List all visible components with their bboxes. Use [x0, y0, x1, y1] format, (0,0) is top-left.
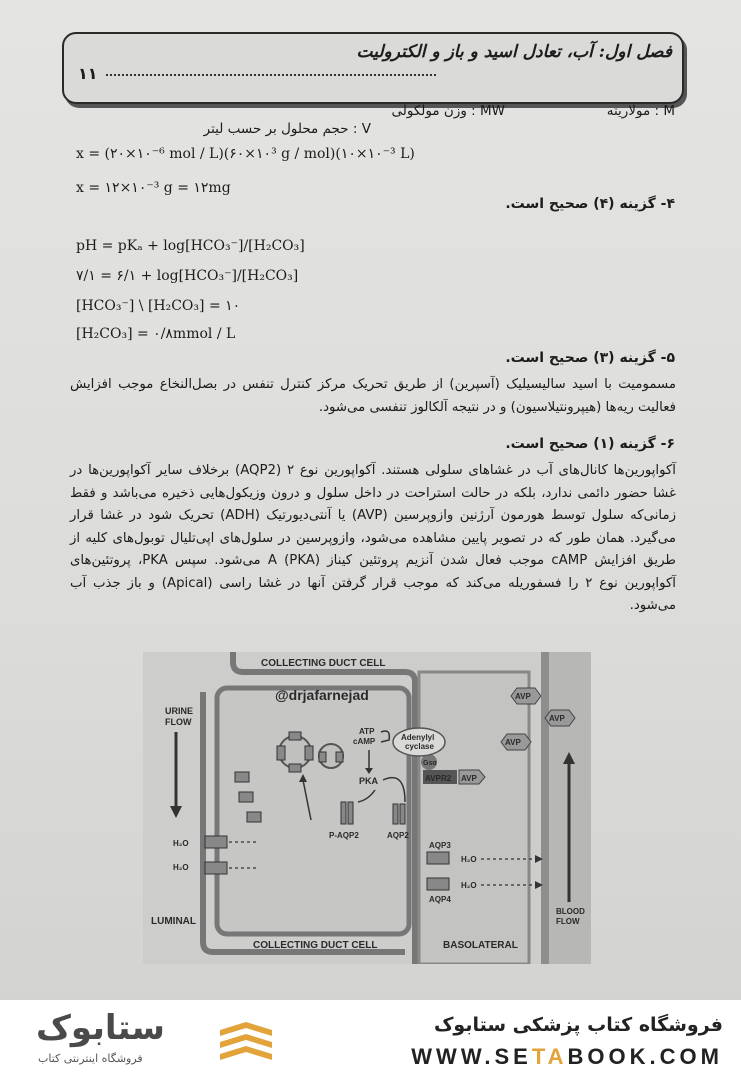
url-prefix: WWW.SE [411, 1044, 532, 1069]
collecting-duct-cell [217, 688, 409, 934]
q4-eq-2: ۷/۱ = ۶/۱ + log[HCO₃⁻]/[H₂CO₃] [76, 268, 299, 284]
luminal-label: LUMINAL [151, 916, 196, 927]
chapter-header [62, 32, 684, 104]
camp-label: cAMP [353, 737, 376, 746]
q6-body: آکواپورین‌ها کانال‌های آب در غشاهای سلولی هستند. آکواپورین نوع ۲ (AQP2) برخلاف سایر آکواپورین‌ها در غشا حضور دائمی ندارد، بلکه در حالت استراحت در داخل سلول و درون وزیکول‌هایی ذخیره می‌باشد و فقط زمانی‌که سلول توسط هورمون آرژنین وازوپرسین (AVP) یا آنتی‌دیورتیک (ADH) تحریک شود در غشا قرار می‌گیرد. همان طور که در تصویر پایین مشاهده می‌شود، وازوپرسین در سلول‌های اپی‌تلیال توبول‌های کلیه از طریق افزایش cAMP موجب فعال شدن آنزیم پروتئین کیناز A (PKA) می‌شود. سپس PKA، پروتئین‌های آکواپورین نوع ۲ را فسفوریله می‌کند که موجب قرار گرفتن آنها در غشا راسی (Apical) و باز جذب آب می‌شود. [70, 463, 677, 613]
store-url[interactable] [411, 1044, 723, 1070]
aqp4-channel [427, 878, 449, 890]
store-logo-wordmark: ستابوک [36, 1008, 165, 1048]
page-number: ۱۱ [78, 64, 98, 83]
atp-label: ATP [359, 727, 375, 736]
basolateral-label: BASOLATERAL [443, 940, 518, 951]
q6-heading: ۶- گزینه (۱) صحیح است. [505, 436, 675, 452]
avpr2-label: AVPR2 [425, 774, 452, 783]
watermark-text: @drjafarnejad [275, 687, 369, 703]
q4-eq-3: [HCO₃⁻] \ [H₂CO₃] = ۱۰ [76, 298, 241, 314]
avp-bound-label: AVP [461, 774, 477, 783]
calc-line-2: x = ۱۲×۱۰⁻³ g = ۱۲mg [76, 180, 231, 196]
legend-molarity: M : مولاریته [606, 103, 675, 119]
aqp2-label: AQP2 [387, 831, 409, 840]
h2o-label-1: H₂O [173, 839, 189, 848]
q4-heading: ۴- گزینه (۴) صحیح است. [505, 196, 675, 212]
store-footer [0, 1000, 741, 1080]
cyclase-label: cyclase [405, 742, 434, 751]
q4-eq-1: pH = pKₐ + log[HCO₃⁻]/[H₂CO₃] [76, 238, 305, 254]
pka-label: PKA [359, 776, 379, 786]
chapter-title: فصل اول: آب، تعادل اسید و باز و الکترولیت [356, 42, 672, 62]
aqp4-label: AQP4 [429, 895, 451, 904]
blood-flow-label-2: FLOW [556, 917, 580, 926]
url-suffix: BOOK.COM [567, 1044, 723, 1069]
h2o-label-3: H₂O [461, 855, 477, 864]
store-logo-subtitle: فروشگاه اینترنتی کتاب [38, 1052, 143, 1065]
q5-body: مسمومیت با اسید سالیسیلیک (آسپرین) از طریق تحریک مرکز کنترل تنفس در بصل‌النخاع موجب افزایش فعالیت ریه‌ها (هیپرونتیلاسیون) و در نتیجه آلکالوز تنفسی می‌شود. [70, 377, 676, 415]
bottom-cell-label: COLLECTING DUCT CELL [253, 940, 378, 951]
adenylyl-label: Adenylyl [401, 733, 435, 742]
top-cell-label: COLLECTING DUCT CELL [261, 658, 386, 669]
aquaporin-diagram [143, 652, 591, 964]
avp-label-2: AVP [549, 714, 565, 723]
q4-eq-4: [H₂CO₃] = ۰/۸mmol / L [76, 326, 236, 342]
blood-flow-label-1: BLOOD [556, 907, 585, 916]
header-dotted-leader [106, 74, 436, 76]
urine-flow-label-2: FLOW [165, 717, 192, 727]
p-aqp2-label: P-AQP2 [329, 831, 359, 840]
legend-molecular-weight: MW : وزن مولکولی [391, 103, 505, 119]
avp-label-3: AVP [505, 738, 521, 747]
gs-alpha-label: Gsα [423, 760, 437, 767]
h2o-label-2: H₂O [173, 863, 189, 872]
urine-flow-label-1: URINE [165, 706, 194, 716]
aquaporin-figure [143, 652, 591, 964]
calc-line-1: x = (۲۰×۱۰⁻⁶ mol / L)(۶۰×۱۰³ g / mol)(۱۰×۱۰⁻³ L) [76, 146, 415, 162]
h2o-label-4: H₂O [461, 881, 477, 890]
aqp3-label: AQP3 [429, 841, 451, 850]
aqp3-channel [427, 852, 449, 864]
store-logo-icon [214, 1020, 278, 1066]
q5-heading: ۵- گزینه (۳) صحیح است. [505, 350, 675, 366]
avp-label-1: AVP [515, 692, 531, 701]
url-accent: TA [531, 1044, 568, 1069]
legend-volume: V : حجم محلول بر حسب لیتر [203, 121, 371, 137]
store-name: فروشگاه کتاب پزشکی ستابوک [433, 1014, 723, 1036]
